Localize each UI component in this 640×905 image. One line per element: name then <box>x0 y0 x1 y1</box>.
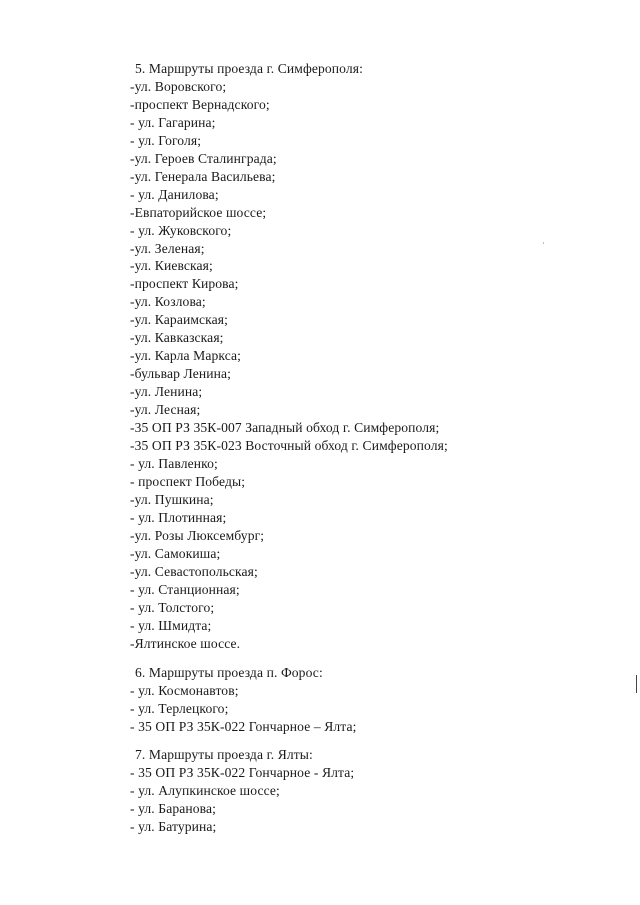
section-heading: 5. Маршруты проезда г. Симферополя: <box>135 61 363 76</box>
section-heading: 6. Маршруты проезда п. Форос: <box>135 665 323 680</box>
list-item: - ул. Баранова; <box>130 800 216 816</box>
section-simferopol-routes <box>130 60 448 652</box>
list-item: -ул. Карла Маркса; <box>130 348 242 364</box>
list-item: - ул. Батурина; <box>130 818 217 834</box>
list-item: - ул. Павленко; <box>130 455 218 471</box>
list-item: - проспект Победы; <box>130 473 246 489</box>
list-item: -ул. Самокиша; <box>130 545 221 561</box>
list-item: - ул. Жуковского; <box>130 222 232 238</box>
list-item: -ул. Пушкина; <box>130 491 214 507</box>
list-item: -35 ОП РЗ 35К-023 Восточный обход г. Симферополя; <box>130 438 448 454</box>
scan-edge-mark <box>636 675 637 693</box>
list-item: -ул. Лесная; <box>130 402 201 418</box>
list-item: - ул. Данилова; <box>130 186 219 202</box>
section-foros-routes <box>130 664 357 736</box>
list-item: -ул. Киевская; <box>130 258 213 274</box>
section-heading: 7. Маршруты проезда г. Ялты: <box>135 747 313 762</box>
list-item: -ул. Розы Люксембург; <box>130 527 265 543</box>
list-item: - 35 ОП РЗ 35К-022 Гончарное – Ялта; <box>130 718 357 734</box>
list-item: - ул. Алупкинское шоссе; <box>130 782 280 798</box>
list-item: -ул. Генерала Васильева; <box>130 168 276 184</box>
list-item: - ул. Гоголя; <box>130 132 202 148</box>
list-item: -ул. Караимская; <box>130 312 229 328</box>
list-item: -ул. Героев Сталинграда; <box>130 150 277 166</box>
list-item: - ул. Плотинная; <box>130 509 227 525</box>
list-item: -ул. Кавказская; <box>130 330 224 346</box>
list-item: - ул. Космонавтов; <box>130 682 239 698</box>
list-item: -ул. Зеленая; <box>130 240 205 256</box>
list-item: -ул. Воровского; <box>130 78 227 94</box>
list-item: -проспект Вернадского; <box>130 96 270 112</box>
list-item: -ул. Севастопольская; <box>130 563 258 579</box>
list-item: - ул. Толстого; <box>130 599 215 615</box>
list-item: - ул. Станционная; <box>130 581 240 597</box>
list-item: -проспект Кирова; <box>130 276 239 292</box>
list-item: -35 ОП РЗ 35К-007 Западный обход г. Симферополя; <box>130 420 440 436</box>
list-item: - ул. Гагарина; <box>130 114 216 130</box>
list-item: -бульвар Ленина; <box>130 366 231 382</box>
list-item: - ул. Шмидта; <box>130 617 212 633</box>
section-yalta-routes <box>130 746 354 836</box>
scan-artifact <box>543 242 544 244</box>
list-item: -ул. Козлова; <box>130 294 206 310</box>
list-item: -Евпаторийское шоссе; <box>130 204 267 220</box>
list-item: - 35 ОП РЗ 35К-022 Гончарное - Ялта; <box>130 764 355 780</box>
list-item: - ул. Терлецкого; <box>130 700 229 716</box>
list-item: -ул. Ленина; <box>130 384 203 400</box>
list-item: -Ялтинское шоссе. <box>130 635 241 651</box>
